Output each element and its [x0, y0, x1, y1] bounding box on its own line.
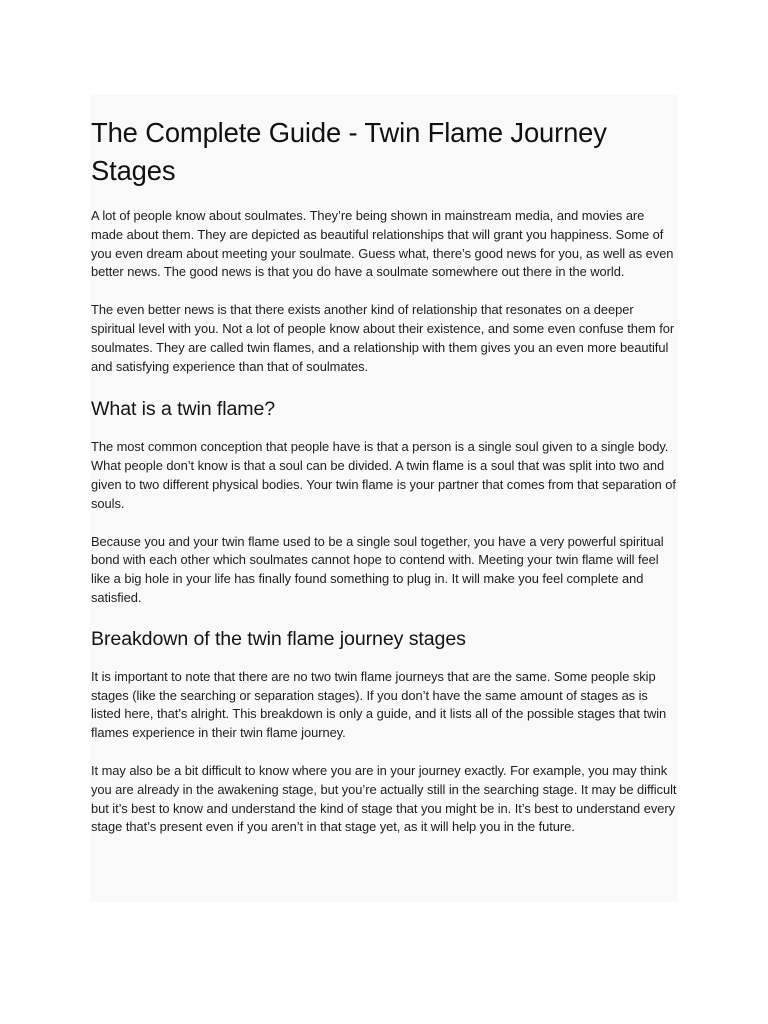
section-heading-breakdown: Breakdown of the twin flame journey stages — [91, 627, 466, 650]
intro-paragraph-1: A lot of people know about soulmates. They’re being shown in mainstream media, and movies are made about them. They are depicted as beautiful relationships that will grant you happiness. Some of you even dream about meeting your soulmate. Guess what, there’s good news for you, as well as even better news. The good news is that you do have a soulmate somewhere out there in the world. — [91, 208, 674, 280]
twin-flame-paragraph-1: The most common conception that people have is that a person is a single soul given to a single body. What people don’t know is that a soul can be divided. A twin flame is a soul that was split into two and given to two different physical bodies. Your twin flame is your partner that comes from that separation of souls. — [91, 439, 676, 511]
breakdown-paragraph-1: It is important to note that there are no two twin flame journeys that are the same. Some people skip stages (like the searching or separation stages). If you don’t have the same amount of stages as is listed here, that’s alright. This breakdown is only a guide, and it lists all of the possible stages that twin flames experience in their twin flame journey. — [91, 668, 667, 741]
breakdown-paragraph-2: It may also be a bit difficult to know where you are in your journey exactly. For example, you may think you are already in the awakening stage, but you’re actually still in the searching stage. It may be difficult but it’s best to know and understand the kind of stage that you might be in. It’s best to understand every stage that’s present even if you aren’t in that stage yet, as it will help you in the future. — [91, 762, 677, 835]
article-title: The Complete Guide - Twin Flame Journey Stages — [91, 117, 607, 186]
article-body — [90, 94, 678, 902]
intro-paragraph-2: The even better news is that there exists another kind of relationship that resonates on a deeper spiritual level with you. Not a lot of people know about their existence, and some even confuse them for soulmates. They are called twin flames, and a relationship with them gives you an even more beautiful and satisfying experience than that of soulmates. — [91, 302, 675, 374]
twin-flame-paragraph-2: Because you and your twin flame used to be a single soul together, you have a very powerful spiritual bond with each other which soulmates cannot hope to contend with. Meeting your twin flame will feel like a big hole in your life has finally found something to plug in. It will make you feel complete and satisfied. — [91, 533, 664, 605]
section-heading-twin-flame: What is a twin flame? — [91, 398, 276, 421]
